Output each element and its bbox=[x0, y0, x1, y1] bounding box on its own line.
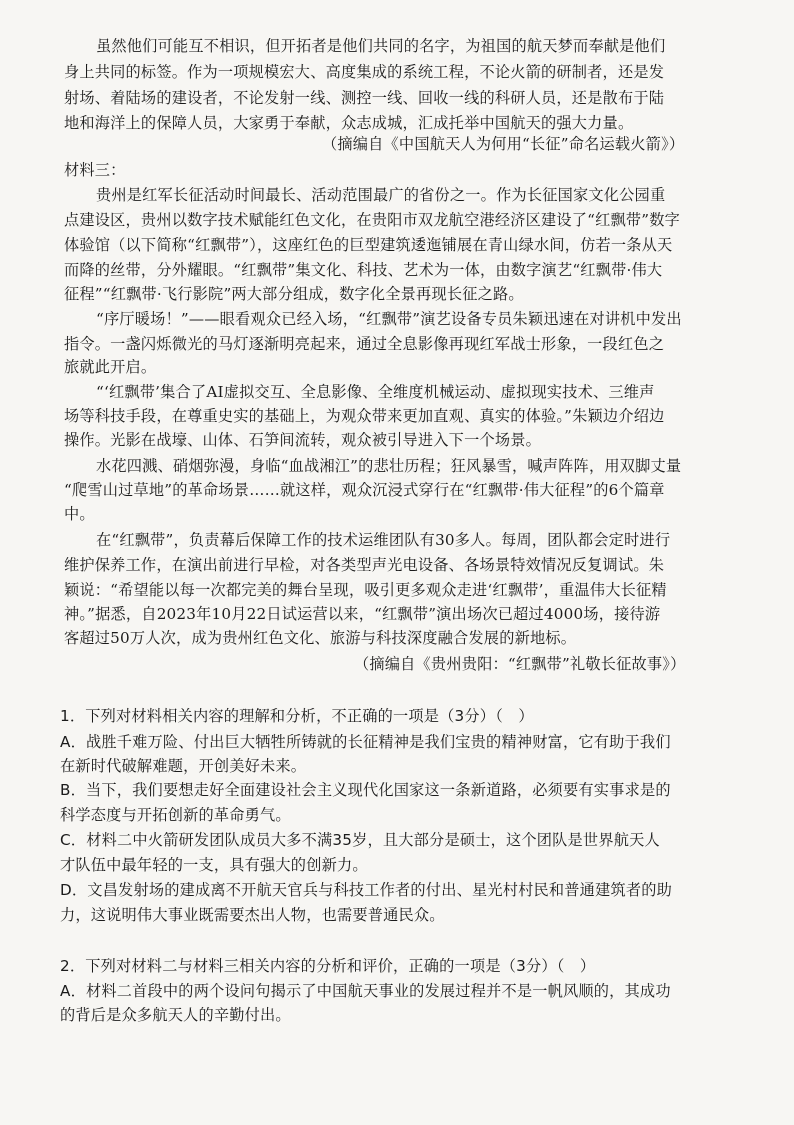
material3-line: 操作。光影在战壕、山体、石笋间流转，观众被引导进入下一个场景。 bbox=[64, 431, 542, 449]
question-1-option-c: C．材料二中火箭研发团队成员大多不满35岁，且大部分是硕士，这个团队是世界航天人 bbox=[60, 831, 660, 849]
question-1-option-d-cont: 力，这说明伟大事业既需要杰出人物，也需要普通民众。 bbox=[60, 906, 445, 924]
question-1-option-b-cont: 科学态度与开拓创新的革命勇气。 bbox=[60, 806, 291, 824]
material2-line: 身上共同的标签。作为一项规模宏大、高度集成的系统工程，不论火箭的研制者，还是发 bbox=[64, 63, 665, 81]
material3-line: 体验馆（以下简称“红飘带”），这座红色的巨型建筑逶迤铺展在青山绿水间，仿若一条从天 bbox=[64, 236, 673, 254]
material3-line: 旅就此开启。 bbox=[64, 358, 157, 376]
material3-line: 而降的丝带，分外耀眼。“红飘带”集文化、科技、艺术为一体，由数字演艺“红飘带·伟大 bbox=[64, 261, 663, 279]
question-2-stem: 2．下列对材料二与材料三相关内容的分析和评价，正确的一项是（3分）（ ） bbox=[60, 957, 596, 975]
material3-line: “爬雪山过草地”的革命场景……就这样，观众沉浸式穿行在“红飘带·伟大征程”的6个篇章 bbox=[64, 481, 665, 499]
material2-line: 射场、着陆场的建设者，不论发射一线、测控一线、回收一线的科研人员，还是散布于陆 bbox=[64, 89, 665, 107]
question-1-option-a: A．战胜千难万险、付出巨大牺牲所铸就的长征精神是我们宝贵的精神财富，它有助于我们 bbox=[60, 733, 671, 751]
material3-line: 维护保养工作，在演出前进行早检，对各类型声光电设备、各场景特效情况反复调试。朱 bbox=[64, 556, 665, 574]
material3-line: 征程”“红飘带·飞行影院”两大部分组成，数字化全景再现长征之路。 bbox=[64, 285, 524, 303]
material3-line: 贵州是红军长征活动时间最长、活动范围最广的省份之一。作为长征国家文化公园重 bbox=[96, 186, 666, 204]
material3-line: 客超过50万人次，成为贵州红色文化、旅游与科技深度融合发展的新地标。 bbox=[64, 629, 577, 647]
material3-line: “序厅暖场！”——眼看观众已经入场，“红飘带”演艺设备专员朱颖迅速在对讲机中发出 bbox=[96, 310, 682, 328]
question-1-option-c-cont: 才队伍中最年轻的一支，具有强大的创新力。 bbox=[60, 856, 368, 874]
question-2-option-a: A．材料二首段中的两个设问句揭示了中国航天事业的发展过程并不是一帆风顺的，其成功 bbox=[60, 982, 671, 1000]
material3-line: 水花四溅、硝烟弥漫，身临“血战湘江”的悲壮历程；狂风暴雪，喊声阵阵，用双脚丈量 bbox=[96, 457, 682, 475]
material3-line: 中。 bbox=[64, 505, 95, 523]
material3-line: 点建设区，贵州以数字技术赋能红色文化，在贵阳市双龙航空港经济区建设了“红飘带”数字 bbox=[64, 211, 681, 229]
material3-line: 颖说：“希望能以每一次都完美的舞台呈现，吸引更多观众走进‘红飘带’，重温伟大长征精 bbox=[64, 581, 667, 599]
material3-line: 在“红飘带”，负责幕后保障工作的技术运维团队有30多人。每周，团队都会定时进行 bbox=[96, 531, 671, 549]
material3-line: 神。”据悉，自2023年10月22日试运营以来，“红飘带”演出场次已超过4000场，接待游 bbox=[64, 605, 661, 623]
question-1-option-d: D．文昌发射场的建成离不开航天官兵与科技工作者的付出、星光村村民和普通建筑者的助 bbox=[60, 881, 673, 899]
material3-line: “‘红飘带’集合了AI虚拟交互、全息影像、全维度机械运动、虚拟现实技术、三维声 bbox=[96, 383, 655, 401]
question-1-option-a-cont: 在新时代破解难题，开创美好未来。 bbox=[60, 757, 307, 775]
question-1-option-b: B．当下，我们要想走好全面建设社会主义现代化国家这一条新道路，必须要有实事求是的 bbox=[60, 781, 671, 799]
material3-heading: 材料三： bbox=[64, 161, 126, 179]
question-2-option-a-cont: 的背后是众多航天人的辛勤付出。 bbox=[60, 1006, 291, 1024]
material2-source: （摘编自《中国航天人为何用“长征”命名运载火箭》） bbox=[322, 135, 685, 153]
material2-line: 虽然他们可能互不相识，但开拓者是他们共同的名字，为祖国的航天梦而奉献是他们 bbox=[96, 37, 666, 55]
material3-line: 指令。一盏闪烁微光的马灯逐渐明亮起来，通过全息影像再现红军战士形象，一段红色之 bbox=[64, 335, 665, 353]
material3-line: 场等科技手段，在尊重史实的基础上，为观众带来更加直观、真实的体验。”朱颖边介绍边 bbox=[64, 407, 665, 425]
material2-line: 地和海洋上的保障人员，大家勇于奉献，众志成城，汇成托举中国航天的强大力量。 bbox=[64, 114, 634, 132]
question-1-stem: 1．下列对材料相关内容的理解和分析，不正确的一项是（3分）（ ） bbox=[60, 707, 534, 725]
material3-source: （摘编自《贵州贵阳：“红飘带”礼敬长征故事》） bbox=[354, 655, 686, 673]
